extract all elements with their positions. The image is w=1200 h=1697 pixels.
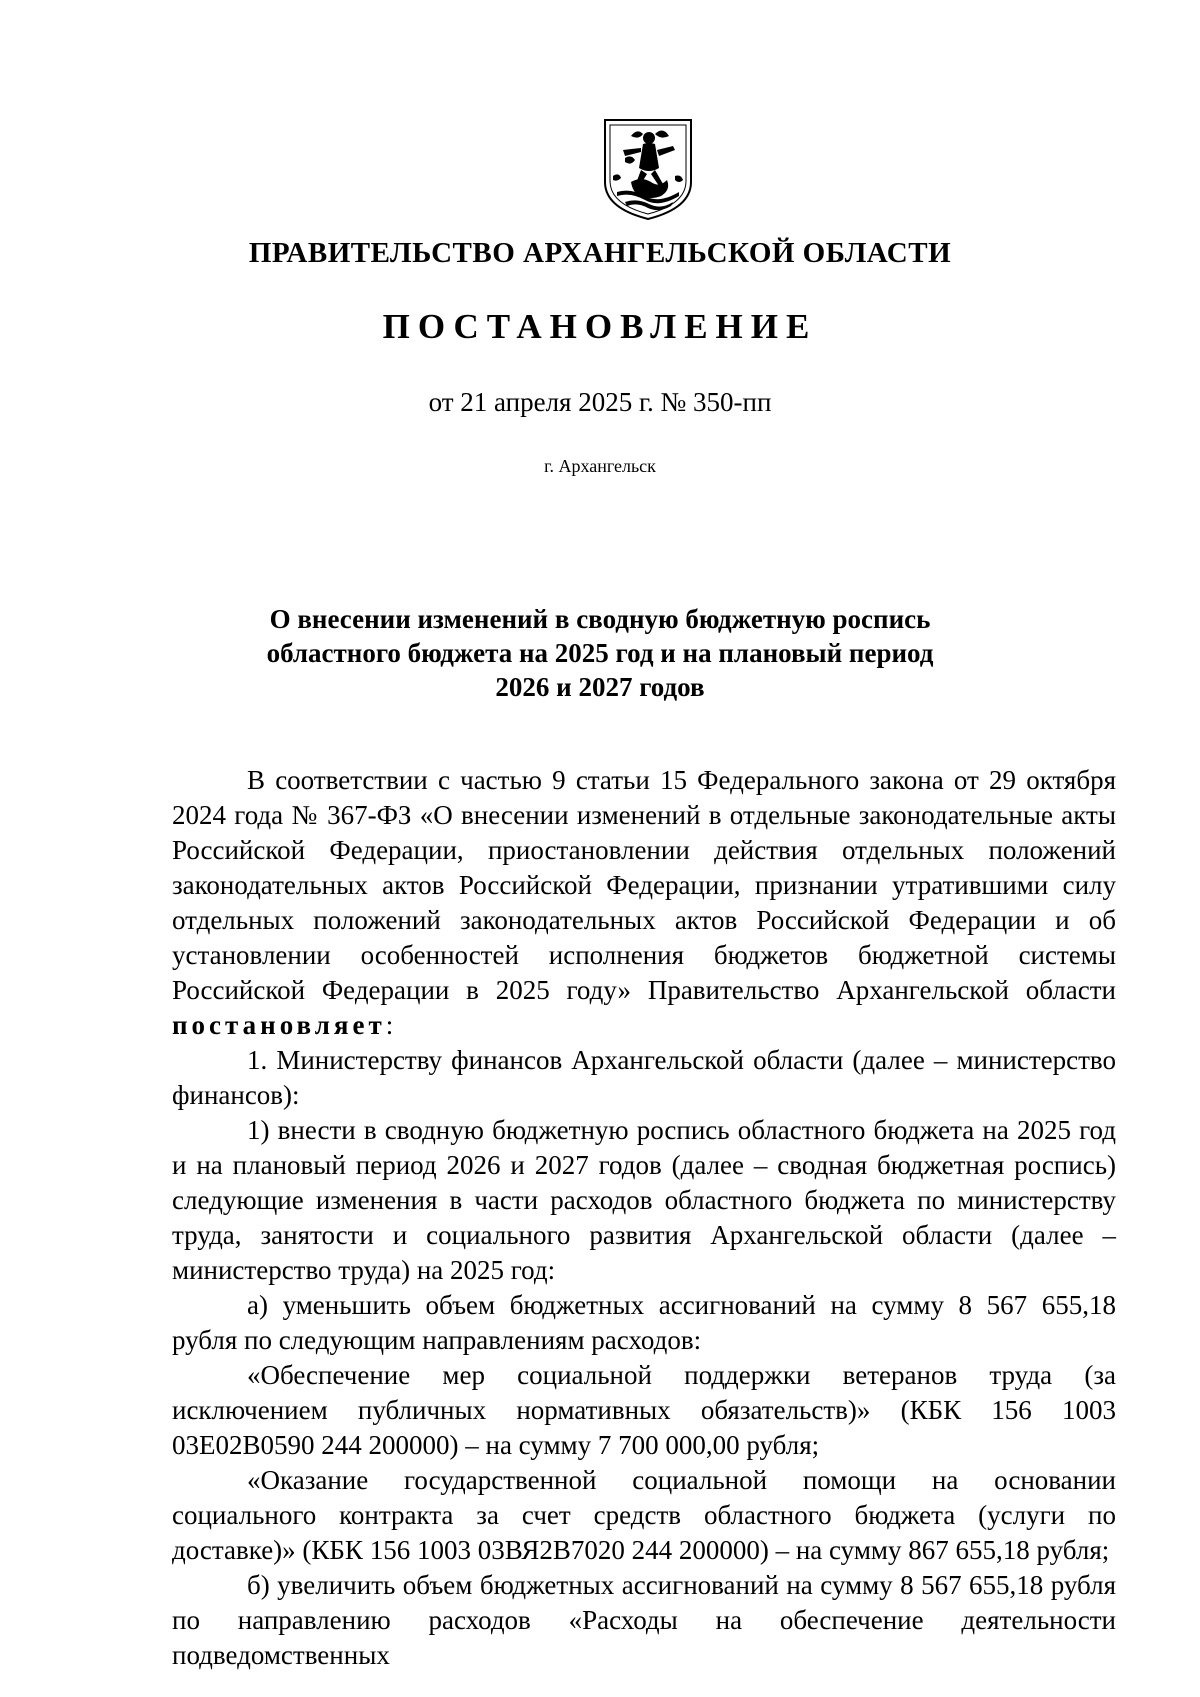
- government-name: ПРАВИТЕЛЬСТВО АРХАНГЕЛЬСКОЙ ОБЛАСТИ: [248, 237, 952, 269]
- paragraph-item-1: 1. Министерству финансов Архангельской области (далее – министерство финансов):: [172, 1045, 1116, 1110]
- resolves-word: постановляет: [172, 1010, 386, 1040]
- coat-of-arms-emblem: [601, 116, 695, 222]
- paragraph-item-1-1: 1) внести в сводную бюджетную роспись областного бюджета на 2025 год и на плановый период 2026 и 2027 годов (далее – сводная бюджетная роспись) следующие изменения в части расходов областного бюджета по министерству труда, занятости и социального развития Архангельской области (далее – министерство труда) на 2025 год:: [172, 1115, 1116, 1285]
- preamble-paragraph: [172, 763, 1116, 1043]
- title-line-2: областного бюджета на 2025 год и на плановый период: [266, 638, 934, 668]
- title-line-3: 2026 и 2027 годов: [495, 672, 705, 702]
- preamble-text: В соответствии с частью 9 статьи 15 Федерального закона от 29 октября 2024 года № 367-ФЗ «О внесении изменений в отдельные законодательные акты Российской Федерации, приостановлении действия отдельных положений законодательных актов Российской Федерации, признании утратившими силу отдельных положений законодательных актов Российской Федерации и об установлении особенностей исполнения бюджетов бюджетной системы Российской Федерации в 2025 году» Правительство Архангельской области: [172, 765, 1116, 1005]
- document-body: [172, 763, 1116, 1673]
- paragraph-item-a: а) уменьшить объем бюджетных ассигнований на сумму 8 567 655,18 рубля по следующим направлениям расходов:: [172, 1290, 1116, 1355]
- resolves-colon: :: [385, 1010, 394, 1040]
- paragraph-item-a-2: «Оказание государственной социальной помощи на основании социального контракта за счет средств областного бюджета (услуги по доставке)» (КБК 156 1003 03ВЯ2В7020 244 200000) – на сумму 867 655,18 рубля;: [172, 1465, 1116, 1565]
- document-title: [200, 602, 1000, 704]
- document-type: ПОСТАНОВЛЕНИЕ: [382, 307, 818, 346]
- document-city: г. Архангельск: [544, 456, 656, 476]
- title-line-1: О внесении изменений в сводную бюджетную роспись: [269, 604, 931, 634]
- paragraph-item-a-1: «Обеспечение мер социальной поддержки ветеранов труда (за исключением публичных нормативных обязательств)» (КБК 156 1003 03Е02В0590 244 200000) – на сумму 7 700 000,00 рубля;: [172, 1360, 1116, 1460]
- document-date-number: от 21 апреля 2025 г. № 350-пп: [428, 387, 772, 417]
- paragraph-item-b: б) увеличить объем бюджетных ассигнований на сумму 8 567 655,18 рубля по направлению расходов «Расходы на обеспечение деятельности подведомственных: [172, 1570, 1116, 1670]
